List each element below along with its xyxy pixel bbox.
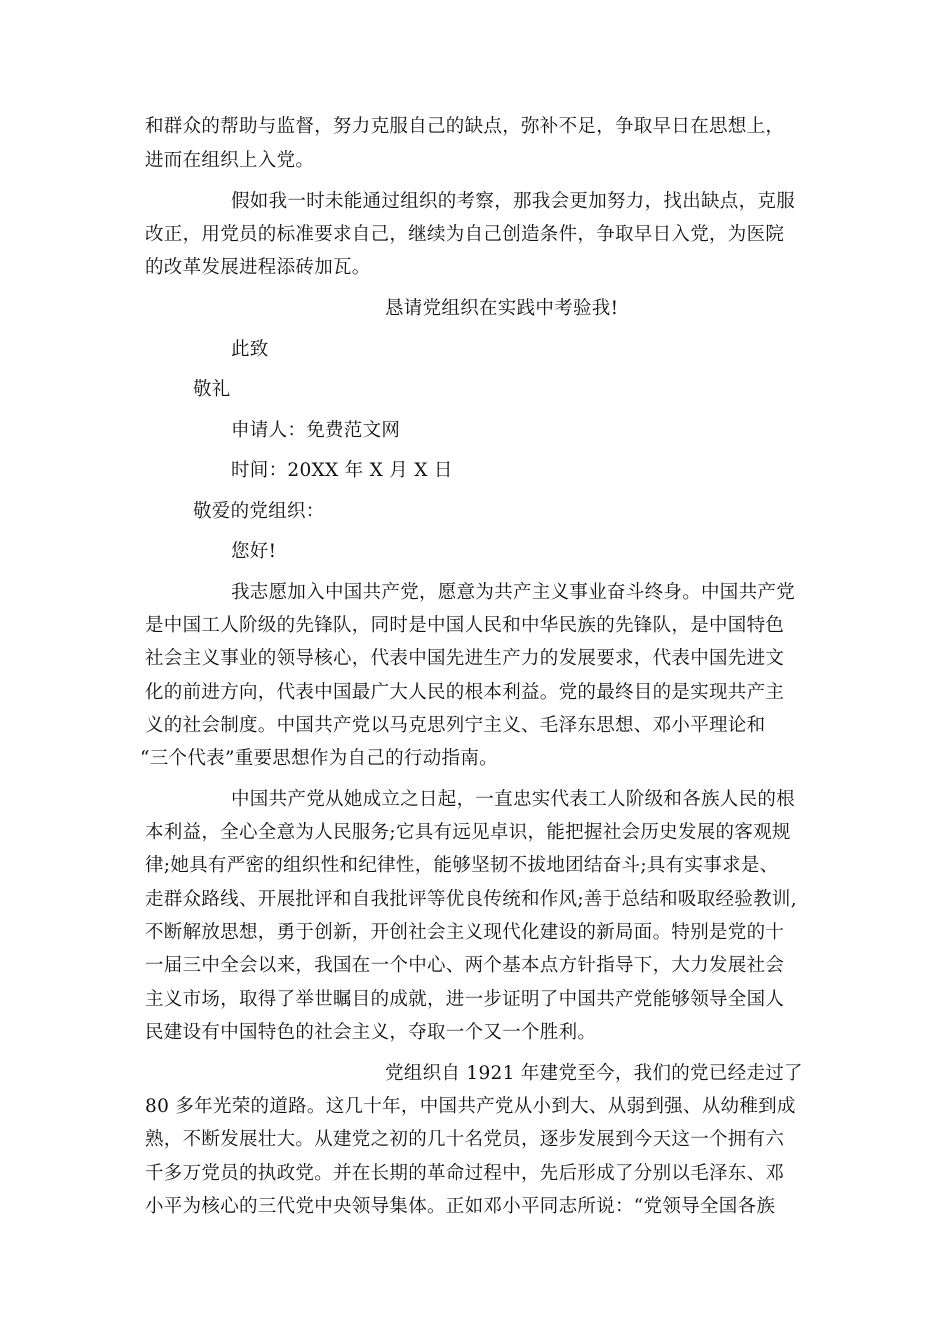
- text-line: “三个代表”重要思想作为自己的行动指南。: [140, 748, 498, 769]
- text-line: 改正，用党员的标准要求自己，继续为自己创造条件，争取早日入党，为医院: [145, 224, 785, 245]
- applicant-line: 申请人：免费范文网: [231, 420, 401, 441]
- closing-request: 恳请党组织在实践中考验我!: [385, 298, 619, 319]
- text-line: 我志愿加入中国共产党，愿意为共产主义事业奋斗终身。中国共产党: [231, 582, 796, 603]
- text-line: 是中国工人阶级的先锋队，同时是中国人民和中华民族的先锋队，是中国特色: [145, 615, 785, 636]
- text-line: 律;她具有严密的组织性和纪律性，能够坚韧不拔地团结奋斗;具有实事求是、: [145, 855, 779, 876]
- text-line: 不断解放思想，勇于创新，开创社会主义现代化建设的新局面。特别是党的十: [145, 922, 785, 943]
- date-line: 时间：20XX 年 X 月 X 日: [231, 460, 453, 481]
- text-line: 走群众路线、开展批评和自我批评等优良传统和作风;善于总结和吸取经验教训,: [145, 889, 797, 910]
- text-line: 一届三中全会以来，我国在一个中心、两个基本点方针指导下，大力发展社会: [145, 955, 785, 976]
- text-line: 义的社会制度。中国共产党以马克思列宁主义、毛泽东思想、邓小平理论和: [145, 715, 766, 736]
- text-line: 小平为核心的三代党中央领导集体。正如邓小平同志所说：“党领导全国各族: [145, 1196, 776, 1217]
- text-line: 本利益，全心全意为人民服务;它具有远见卓识，能把握社会历史发展的客观规: [145, 822, 791, 843]
- text-line: 和群众的帮助与监督，努力克服自己的缺点，弥补不足，争取早日在思想上，: [145, 116, 785, 137]
- greeting-hello: 您好!: [231, 541, 277, 562]
- text-line: 社会主义事业的领导核心，代表中国先进生产力的发展要求，代表中国先进文: [145, 648, 785, 669]
- text-line: 主义市场，取得了举世瞩目的成就，进一步证明了中国共产党能够领导全国人: [145, 989, 785, 1010]
- text-line: 假如我一时未能通过组织的考察，那我会更加努力，找出缺点，克服: [231, 191, 796, 212]
- text-line: 千多万党员的执政党。并在长期的革命过程中，先后形成了分别以毛泽东、邓: [145, 1163, 785, 1184]
- text-line: 80 多年光荣的道路。这几十年，中国共产党从小到大、从弱到强、从幼稚到成: [145, 1096, 796, 1117]
- text-line: 熟，不断发展壮大。从建党之初的几十名党员，逐步发展到今天这一个拥有六: [145, 1129, 785, 1150]
- salutation-jingli: 敬礼: [193, 379, 231, 400]
- text-line: 中国共产党从她成立之日起，一直忠实代表工人阶级和各族人民的根: [231, 789, 796, 810]
- text-line: 化的前进方向，代表中国最广大人民的根本利益。党的最终目的是实现共产主: [145, 682, 785, 703]
- text-line: 民建设有中国特色的社会主义，夺取一个又一个胜利。: [145, 1022, 597, 1043]
- text-line: 的改革发展进程添砖加瓦。: [145, 257, 371, 278]
- text-line: 党组织自 1921 年建党至今，我们的党已经走过了: [385, 1063, 803, 1084]
- salutation-cizhi: 此致: [231, 339, 269, 360]
- text-line: 进而在组织上入党。: [145, 150, 315, 171]
- letter-greeting: 敬爱的党组织：: [193, 501, 325, 522]
